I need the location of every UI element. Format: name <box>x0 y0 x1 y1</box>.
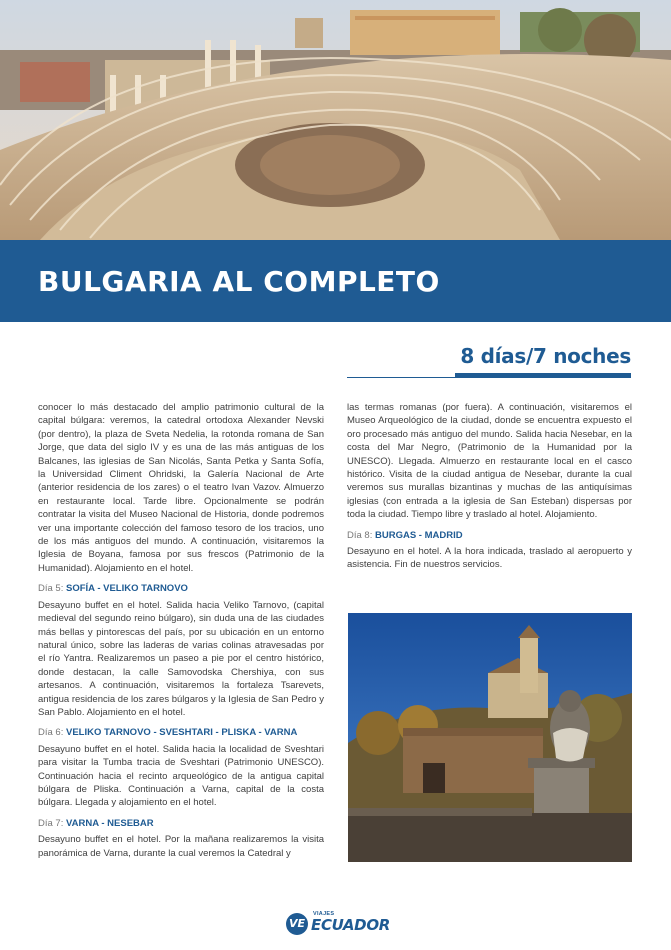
day-8-route: BURGAS - MADRID <box>375 529 463 541</box>
day-8-heading <box>347 529 632 542</box>
hero-photo-roman-theatre <box>0 0 671 240</box>
duration-underline <box>347 377 631 378</box>
itinerary-right-column <box>347 401 632 574</box>
day-8-label: Día 8: <box>347 529 373 541</box>
day-6-label: Día 6: <box>38 727 64 739</box>
title-banner <box>0 240 671 322</box>
logo-mark: VE <box>286 913 308 935</box>
day-7-continuation-text: las termas romanas (por fuera). A continuación, visitaremos el Museo Arqueológico de la ciudad, donde se encuentra expuesto el oro procesado más antiguo del mundo. Salida hacia Nesebar, en la costa del Mar Negro, (Patrimonio de la Humanidad por la UNESCO). Llegada. Almuerzo en restaurante local en el casco histórico. Visita de la ciudad antigua de Nesebar, durante la cual veremos sus murallas bizantinas y muchas de las antiquísimas iglesias (con entrada a la iglesia de San Esteban) dispersas por toda la ciudad. Tiempo libre y traslado al hotel. Alojamiento. <box>347 402 632 521</box>
day-4-continuation-text: conocer lo más destacado del amplio patrimonio cultural de la capital búlgara: veremos, la catedral ortodoxa Alexander Nevski (por dentro), la plaza de Sveta Nedelia, la rotonda romana de San Jorge, que data del siglo IV y es una de las más antiguas de los Balcanes, las iglesias de San Nicolás, Santa Petka y Santa Sofía, la Universidad Climent Ohridski, la Galería Nacional de Arte (anterior residencia de los zares) o el teatro Ivan Vazov. Almuerzo en restaurante local. Tarde libre. Opcionalmente se podrán contratar la visita del Museo Nacional de Historia, donde podremos ver una importante colección del famoso tesoro de los tracios, uno de los más antiguos del mundo. A continuación, visitaremos la Iglesia de Boyana, famosa por sus frescos (Patrimonio de la Humanidad). Alojamiento en el hotel. <box>38 402 324 574</box>
day-5-text: Desayuno buffet en el hotel. Salida hacia Veliko Tarnovo, (capital medieval del segundo reino búlgaro), sin duda una de las ciudades más bellas y pintorescas del país, por su ubicación en un entorno natural único, sobre las laderas de varias colinas atravesadas por el río Yantra. Realizaremos un paseo a pie por el centro histórico, donde destacan, la calle Samovodska Chershiya, con sus artesanos. A continuación, visitaremos la fortaleza Tsarevets, antigua residencia de los zares búlgaros y la Iglesia de San Pedro y San Pablo. Alojamiento en el hotel. <box>38 599 324 718</box>
day-5-route: SOFÍA - VELIKO TARNOVO <box>66 583 188 595</box>
day-8-text: Desayuno en el hotel. A la hora indicada, traslado al aeropuerto y asistencia. Fin de nuestros servicios. <box>347 546 632 571</box>
duration-underline-accent <box>455 373 631 377</box>
logo-main-text: ECUADOR <box>311 916 391 934</box>
itinerary-left-column <box>38 401 324 862</box>
day-6-text: Desayuno buffet en el hotel. Salida hacia la localidad de Sveshtari para visitar la Tumba tracia de Sveshtari (Patrimonio UNESCO). Continuación hacia el recinto arqueológico de la antigua capital búlgara de Pliska. Continuación a Varna, capital de la costa búlgara. Llegada y alojamiento en el hotel. <box>38 743 324 809</box>
trip-duration: 8 días/7 noches <box>460 344 631 368</box>
page-title: BULGARIA AL COMPLETO <box>38 265 440 298</box>
day-7-heading <box>38 817 324 830</box>
photo-tsarevets-fortress <box>348 613 632 862</box>
day-6-route: VELIKO TARNOVO - SVESHTARI - PLISKA - VARNA <box>66 727 298 739</box>
logo-small-text: VIAJES <box>313 911 335 917</box>
day-7-label: Día 7: <box>38 817 64 829</box>
day-5-heading <box>38 582 324 595</box>
day-6-heading <box>38 726 324 739</box>
viajes-ecuador-logo <box>286 908 396 938</box>
day-7-text: Desayuno buffet en el hotel. Por la mañana realizaremos la visita panorámica de Varna, durante la cual veremos la Catedral y <box>38 834 324 859</box>
day-5-label: Día 5: <box>38 583 64 595</box>
day-7-route: VARNA - NESEBAR <box>66 817 154 829</box>
